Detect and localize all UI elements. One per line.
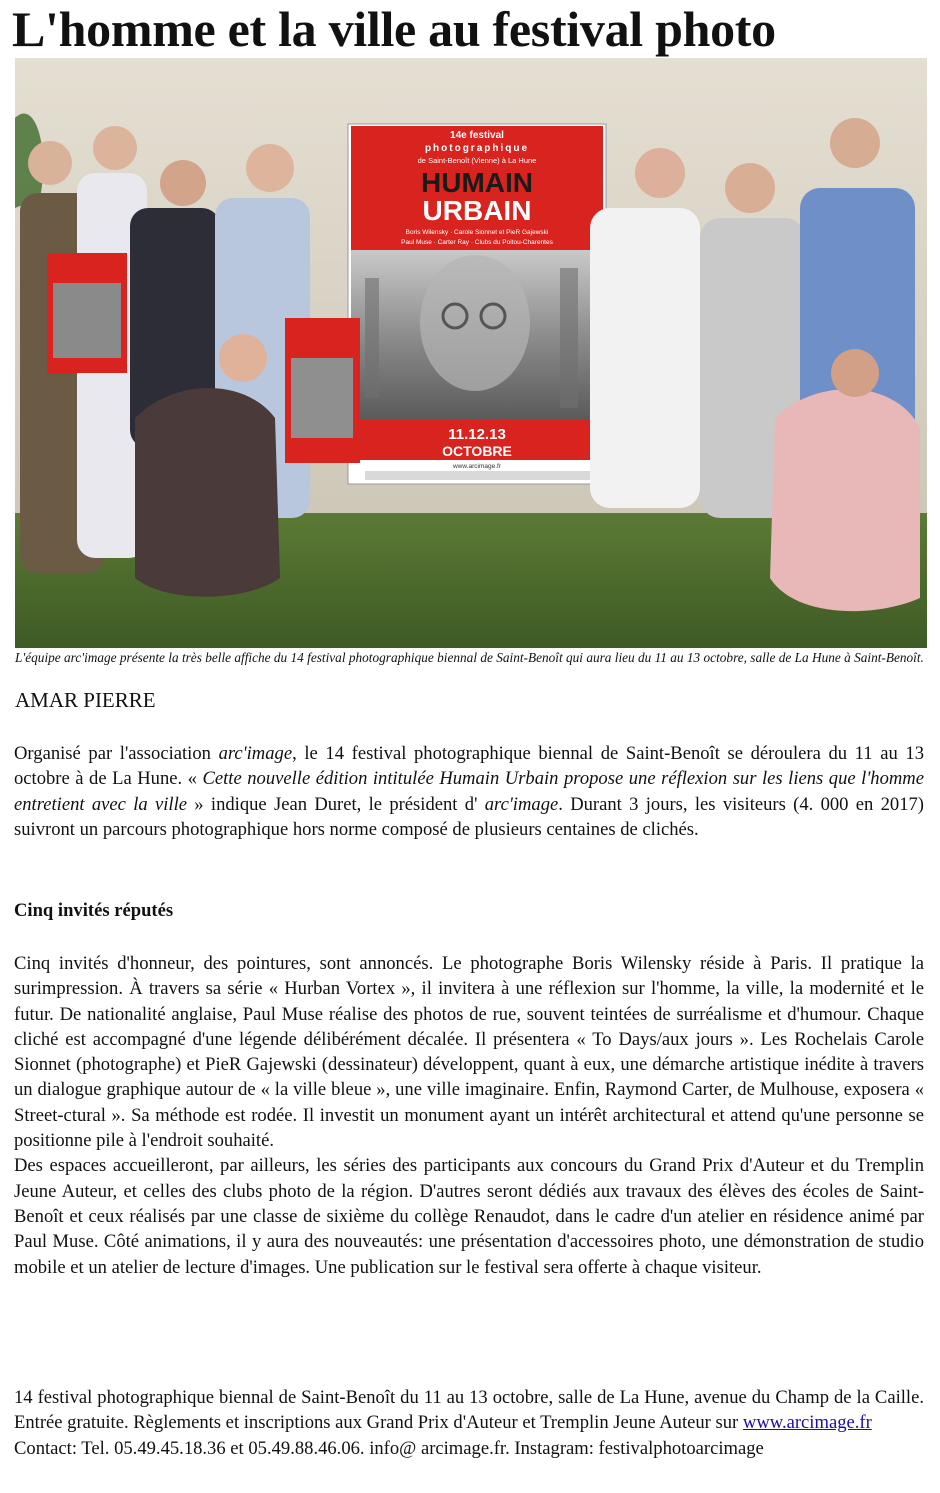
poster-line1: 14e festival [450,130,504,141]
subheading: Cinq invités réputés [14,900,174,921]
guests-paragraph: Cinq invités d'honneur, des pointures, sont annoncés. Le photographe Boris Wilensky réside à Paris. Il pratique la surimpression. À travers sa série « Hurban Vortex », il invitera à une réflexion sur l'homme, la ville, la modernité et le futur. De nationalité anglaise, Paul Muse réalise des photos de rue, souvent teintées de surréalisme et d'humour. Chaque cliché est accompagné d'une légende délibérément décalée. Il présentera « To Days/aux jours ». Les Rochelais Carole Sionnet (photographe) et PieR Gajewski (dessinateur) développent, quant à eux, une démarche artistique inédite à travers un dialogue graphique autour de « la ville bleue », une ville imaginaire. Enfin, Raymond Carter, de Mulhouse, exposera « Street-ctural ». Sa méthode est rodée. Il investit un monument ayant un intérêt architectural et attend qu'une personne se positionne pile à l'endroit souhaité. [14,953,924,1152]
poster-dates: 11.12.13 [448,426,506,443]
poster-word1: HUMAIN [421,167,533,198]
practical-text: 14 festival photographique biennal de Saint-Benoît du 11 au 13 octobre, salle de La Hune, avenue du Champ de la Caille. Entrée gratuite. Règlements et inscriptions aux Grand Prix d'Auteur et Tremplin Jeune Auteur sur [14,1387,924,1434]
article-title: L'homme et la ville au festival photo [12,1,776,57]
poster-month: OCTOBRE [442,443,512,459]
poster-names1: Boris Wilensky · Carole Sionnet et PieR Gajewski [405,229,549,236]
poster-site: www.arcimage.fr [452,463,502,470]
poster-line3: de Saint-Benoît (Vienne) à La Hune [417,156,537,165]
poster-names2: Paul Muse · Carter Ray · Clubs du Poitou-Charentes [401,239,553,246]
guests-section [14,951,924,1280]
article-photo [15,58,927,648]
contact-line: Contact: Tel. 05.49.45.18.36 et 05.49.88.46.06. info@ arcimage.fr. Instagram: festivalphotoarcimage [14,1437,764,1459]
poster-word2: URBAIN [422,195,532,226]
spaces-paragraph: Des espaces accueilleront, par ailleurs, les séries des participants aux concours du Grand Prix d'Auteur et du Tremplin Jeune Auteur, et celles des clubs photo de la région. D'autres seront dédiés aux travaux des élèves des écoles de Saint-Benoît et ceux réalisés par une classe de sixième du collège Renaudot, dans le cadre d'un atelier en résidence animé par Paul Muse. Côté animations, il y aura des nouveautés: une présentation d'accessoires photo, une démonstration de studio mobile et un atelier de lecture d'images. Une publication sur le festival sera offerte à chaque visiteur. [14,1155,924,1278]
photo-caption: L'équipe arc'image présente la très belle affiche du 14 festival photographique biennal de Saint-Benoît qui aura lieu du 11 au 13 octobre, salle de La Hune à Saint-Benoît. [15,650,924,665]
poster-line2: photographique [424,143,530,154]
author-name: AMAR PIERRE [15,688,156,712]
practical-info [14,1385,924,1461]
intro-paragraph: Organisé par l'association arc'image, le 14 festival photographique biennal de Saint-Benoît se déroulera du 11 au 13 octobre à de La Hune. « Cette nouvelle édition intitulée Humain Urbain propose une réflexion sur les liens que l'homme entretient avec la ville » indique Jean Duret, le président d' arc'image. Durant 3 jours, les visiteurs (4. 000 en 2017) suivront un parcours photographique hors norme composé de plusieurs centaines de clichés. [14,743,924,840]
festival-poster [348,124,606,484]
website-link[interactable]: www.arcimage.fr [742,1412,872,1434]
